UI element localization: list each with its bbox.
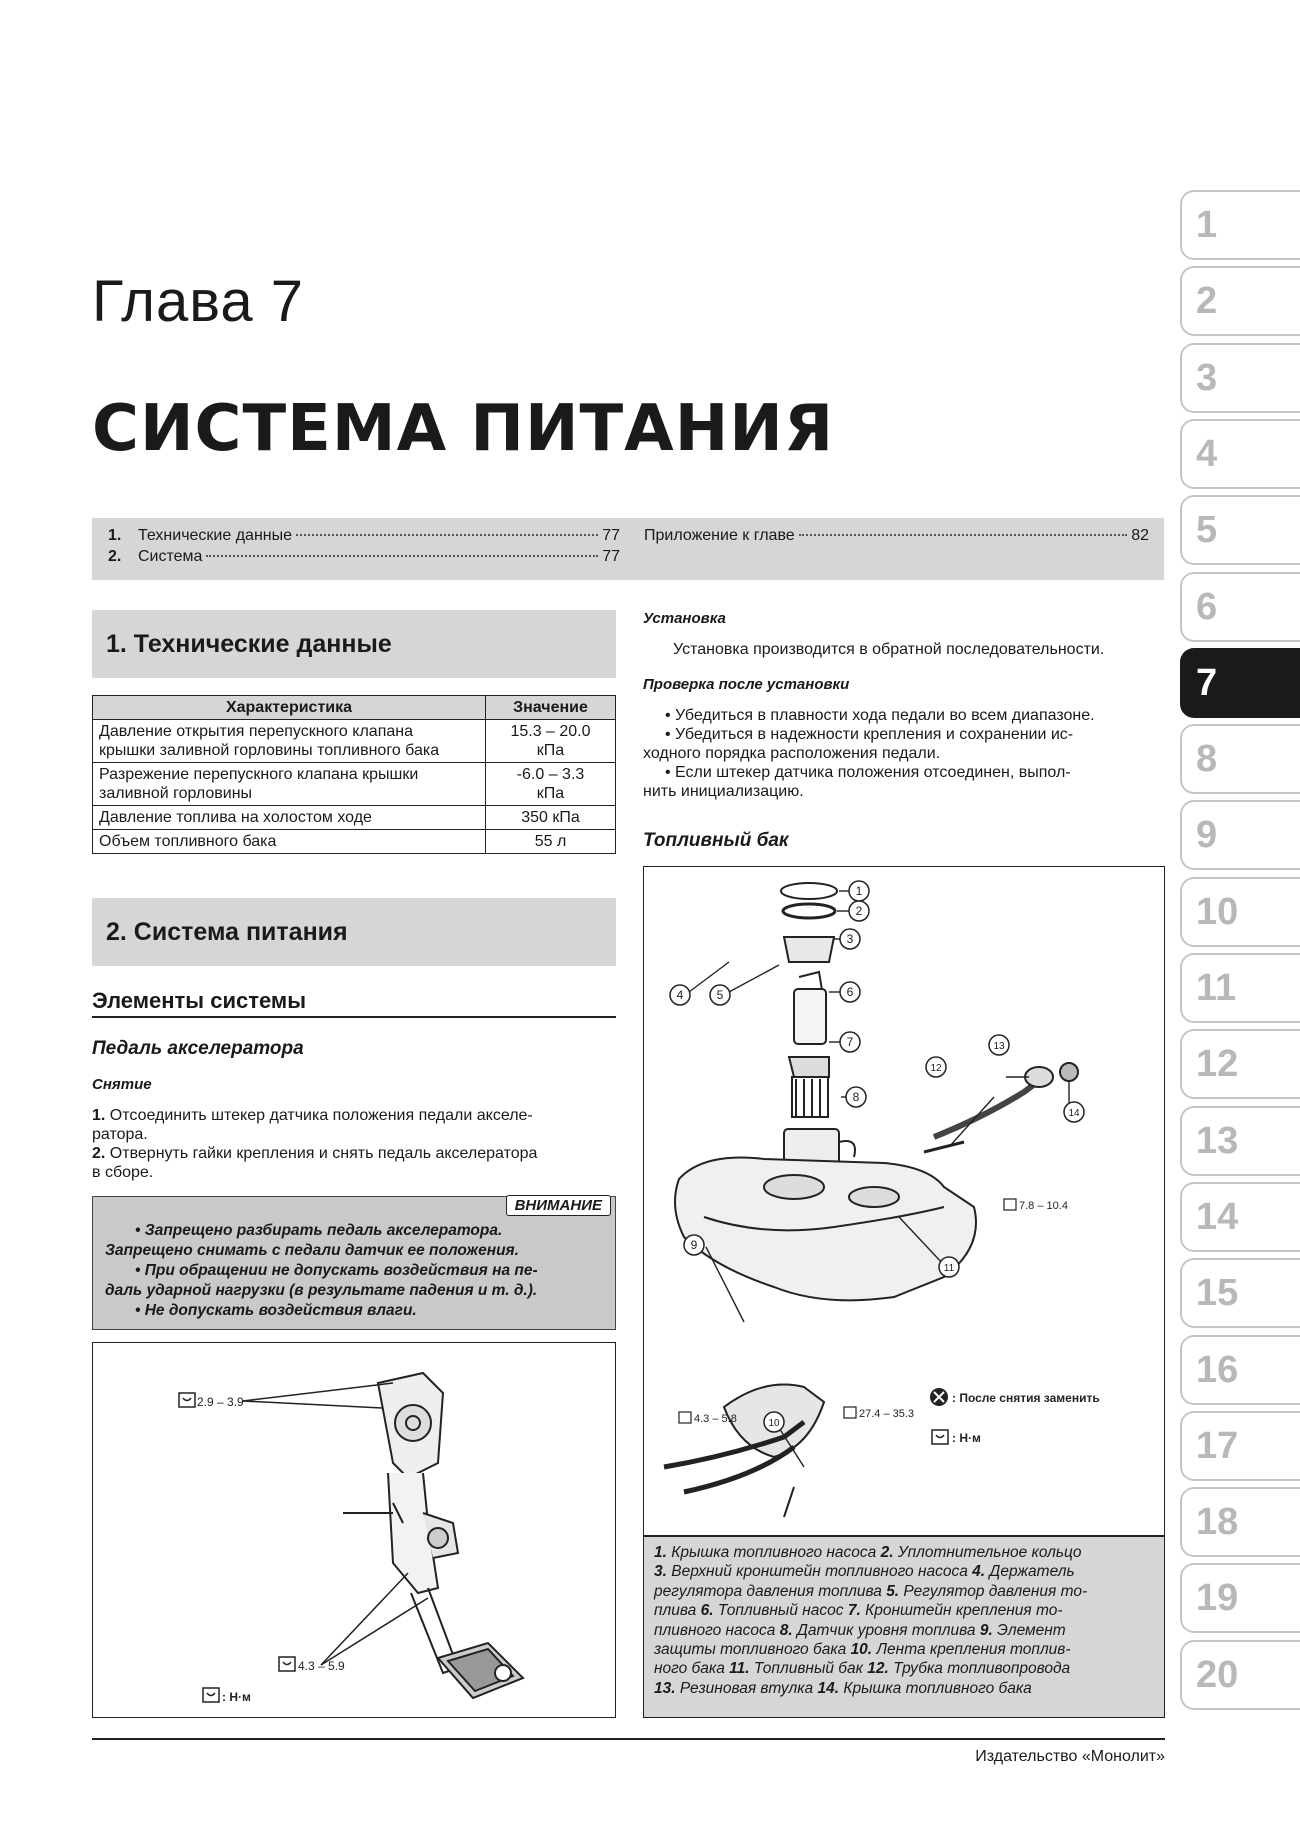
toc-leader	[799, 533, 1128, 536]
check-list	[643, 706, 1165, 801]
torque-icon	[279, 1657, 295, 1671]
toc-item[interactable]	[644, 527, 1149, 545]
svg-text:13: 13	[993, 1041, 1005, 1052]
chapter-tab-2[interactable]: 2	[1180, 266, 1300, 336]
table-row	[93, 720, 616, 763]
svg-text:9: 9	[690, 1238, 698, 1252]
table-cell: Давление топлива на холостом ходе	[93, 806, 486, 830]
torque-icon	[1004, 1199, 1016, 1210]
chapter-tab-6[interactable]: 6	[1180, 572, 1300, 642]
table-row	[93, 830, 616, 854]
legend-label: : После снятия заменить	[952, 1391, 1100, 1405]
caption-line: 1. Крышка топливного насоса 2. Уплотнительное кольцо	[654, 1544, 1082, 1561]
table-cell: -6.0 – 3.3 кПа	[486, 763, 616, 806]
list-item-cont: ходного порядка расположения педали.	[643, 745, 941, 762]
svg-text:3: 3	[846, 932, 854, 946]
chapter-tab-1[interactable]: 1	[1180, 190, 1300, 260]
toc-num: 1.	[108, 527, 122, 544]
list-item: • Убедиться в плавности хода педали во всем диапазоне.	[665, 707, 1095, 724]
chapter-tab-4[interactable]: 4	[1180, 419, 1300, 489]
chapter-tab-11[interactable]: 11	[1180, 953, 1300, 1023]
column-header: Характеристика	[93, 696, 486, 720]
table-cell: 15.3 – 20.0 кПа	[486, 720, 616, 763]
subsection-heading: Элементы системы	[92, 988, 306, 1013]
caption-line: защиты топливного бака 10. Лента крепления топлив-	[654, 1641, 1071, 1659]
callout-9	[684, 1235, 704, 1255]
list-item: • Если штекер датчика положения отсоединен, выпол-	[665, 764, 1071, 781]
publisher: Издательство «Монолит»	[975, 1748, 1165, 1765]
svg-text:8: 8	[852, 1090, 860, 1104]
svg-text:5: 5	[716, 988, 724, 1002]
toc-item[interactable]	[108, 527, 620, 545]
accelerator-pedal-diagram	[93, 1343, 615, 1717]
table-header-row	[93, 696, 616, 720]
chapter-tab-3[interactable]: 3	[1180, 343, 1300, 413]
heading-rule	[92, 1016, 616, 1018]
callout-group	[670, 881, 1084, 1432]
chapter-tab-7[interactable]: 7	[1180, 648, 1300, 718]
figure-caption	[643, 1536, 1165, 1718]
pedal-heading: Педаль акселератора	[92, 1038, 304, 1059]
fuel-tank-figure	[643, 866, 1165, 1536]
removal-heading: Снятие	[92, 1076, 152, 1093]
warning-badge: ВНИМАНИЕ	[506, 1195, 611, 1216]
install-heading: Установка	[643, 610, 726, 627]
tank-heading: Топливный бак	[643, 830, 789, 851]
torque-icon	[932, 1430, 948, 1444]
caption-line: 3. Верхний кронштейн топливного насоса 4. Держатель	[654, 1563, 1075, 1581]
warning-box	[92, 1196, 616, 1330]
svg-text:7: 7	[846, 1035, 854, 1049]
callout-2	[849, 901, 869, 921]
column-header: Значение	[486, 696, 616, 720]
list-item-cont: нить инициализацию.	[643, 783, 804, 800]
table-of-contents	[92, 518, 1164, 580]
svg-text:1: 1	[855, 884, 863, 898]
svg-text:10: 10	[768, 1418, 780, 1429]
torque-icon	[179, 1393, 195, 1407]
toc-leader	[296, 533, 598, 536]
table-cell: 350 кПа	[486, 806, 616, 830]
chapter-tab-20[interactable]: 20	[1180, 1640, 1300, 1710]
torque-icon	[679, 1412, 691, 1423]
svg-text:11: 11	[943, 1263, 955, 1274]
chapter-tab-9[interactable]: 9	[1180, 800, 1300, 870]
list-item: 2. Отвернуть гайки крепления и снять педаль акселератора	[92, 1145, 538, 1162]
svg-text:14: 14	[1068, 1108, 1080, 1119]
toc-label: Система	[138, 548, 203, 565]
chapter-tab-14[interactable]: 14	[1180, 1182, 1300, 1252]
table-cell: 55 л	[486, 830, 616, 854]
section-title: 1. Технические данные	[106, 630, 392, 658]
chapter-tab-12[interactable]: 12	[1180, 1029, 1300, 1099]
callout-4	[670, 985, 690, 1005]
callout-5	[710, 985, 730, 1005]
page-title: СИСТЕМА ПИТАНИЯ	[92, 392, 835, 466]
warning-text: • Запрещено разбирать педаль акселератора. Запрещено снимать с педали датчик ее положения. • При обращении не допускать воздействия на пе- даль ударной нагрузки (в результате падения и т. д.). • Не допускать воздействия влаги.	[105, 1222, 538, 1319]
chapter-tab-8[interactable]: 8	[1180, 724, 1300, 794]
table-cell: Давление открытия перепускного клапана крышки заливной горловины топливного бака	[93, 720, 486, 763]
torque-label: 4.3 – 5.8	[694, 1413, 737, 1425]
table-row	[93, 763, 616, 806]
callout-1	[849, 881, 869, 901]
torque-icon	[844, 1407, 856, 1418]
chapter-label: Глава 7	[92, 269, 305, 334]
spec-table	[92, 695, 616, 854]
toc-label: Технические данные	[138, 527, 293, 544]
list-item-cont: в сборе.	[92, 1164, 154, 1181]
chapter-tab-15[interactable]: 15	[1180, 1258, 1300, 1328]
caption-line: 13. Резиновая втулка 14. Крышка топливного бака	[654, 1679, 1032, 1697]
toc-label: Приложение к главе	[644, 527, 795, 544]
legend-label: : Н·м	[222, 1690, 251, 1704]
chapter-tab-16[interactable]: 16	[1180, 1335, 1300, 1405]
footer-rule	[92, 1738, 1165, 1740]
legend-label: : Н·м	[952, 1431, 981, 1445]
svg-text:12: 12	[930, 1063, 942, 1074]
pedal-figure	[92, 1342, 616, 1718]
callout-10	[764, 1412, 784, 1432]
fuel-tank-diagram	[644, 867, 1164, 1535]
list-item: 1. Отсоединить штекер датчика положения педали акселе-	[92, 1107, 533, 1124]
toc-page: 77	[602, 527, 620, 544]
caption-line: ного бака 11. Топливный бак 12. Трубка топливопровода	[654, 1660, 1071, 1678]
svg-text:4: 4	[676, 988, 684, 1002]
callout-11	[939, 1257, 959, 1277]
caption-line: регулятора давления топлива 5. Регулятор давления то-	[654, 1582, 1088, 1600]
callout-12	[926, 1057, 946, 1077]
section-heading	[92, 610, 616, 678]
chapter-tab-18[interactable]: 18	[1180, 1487, 1300, 1557]
table-row	[93, 806, 616, 830]
toc-leader	[206, 554, 598, 557]
removal-steps	[92, 1106, 616, 1182]
toc-page: 82	[1131, 527, 1149, 544]
caption-line: плива 6. Топливный насос 7. Кронштейн крепления то-	[654, 1602, 1063, 1620]
section-title: 2. Система питания	[106, 918, 348, 946]
replace-icon	[930, 1388, 948, 1406]
caption-line: пливного насоса 8. Датчик уровня топлива 9. Элемент	[654, 1621, 1066, 1639]
toc-page: 77	[602, 548, 620, 565]
torque-label: 27.4 – 35.3	[859, 1408, 915, 1420]
chapter-tab-19[interactable]: 19	[1180, 1563, 1300, 1633]
torque-label: 2.9 – 3.9	[197, 1395, 244, 1409]
toc-item[interactable]	[108, 548, 620, 566]
toc-num: 2.	[108, 548, 122, 565]
check-heading: Проверка после установки	[643, 676, 850, 693]
torque-label: 7.8 – 10.4	[1019, 1200, 1068, 1212]
table-cell: Объем топливного бака	[93, 830, 486, 854]
callout-14	[1064, 1102, 1084, 1122]
chapter-tab-13[interactable]: 13	[1180, 1106, 1300, 1176]
install-text: Установка производится в обратной последовательности.	[673, 641, 1105, 658]
list-item-cont: ратора.	[92, 1126, 148, 1143]
torque-label: 4.3 – 5.9	[298, 1659, 345, 1673]
table-cell: Разрежение перепускного клапана крышки заливной горловины	[93, 763, 486, 806]
callout-6	[840, 982, 860, 1002]
callout-13	[989, 1035, 1009, 1055]
callout-3	[840, 929, 860, 949]
svg-text:2: 2	[855, 904, 863, 918]
chapter-tab-5[interactable]: 5	[1180, 495, 1300, 565]
list-item: • Убедиться в надежности крепления и сохранении ис-	[665, 726, 1074, 743]
torque-icon	[203, 1688, 219, 1702]
section-heading	[92, 898, 616, 966]
chapter-tab-17[interactable]: 17	[1180, 1411, 1300, 1481]
svg-text:6: 6	[846, 985, 854, 999]
callout-7	[840, 1032, 860, 1052]
callout-8	[846, 1087, 866, 1107]
chapter-tab-10[interactable]: 10	[1180, 877, 1300, 947]
